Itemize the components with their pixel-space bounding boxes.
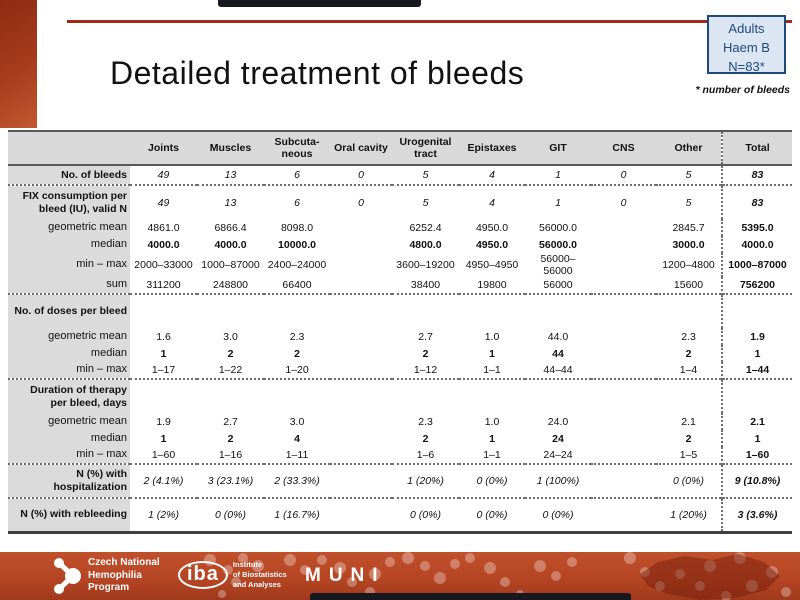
page-title: Detailed treatment of bleeds bbox=[110, 55, 525, 91]
table-cell: 1000–87000 bbox=[722, 253, 792, 277]
table-cell bbox=[591, 413, 656, 430]
table-cell bbox=[722, 294, 792, 328]
table-cell bbox=[330, 430, 392, 447]
column-header bbox=[8, 131, 130, 165]
badge-line-count: N=83* bbox=[728, 58, 765, 74]
table-cell bbox=[130, 379, 197, 413]
column-header: Subcuta- neous bbox=[264, 131, 330, 165]
table-cell: 2000–33000 bbox=[130, 253, 197, 277]
badge-line-diagnosis: Haem B bbox=[723, 39, 770, 55]
table-cell: 2845.7 bbox=[656, 219, 722, 236]
table-cell: 1 bbox=[722, 430, 792, 447]
table-row bbox=[8, 464, 792, 498]
table-cell: 2 (33.3%) bbox=[264, 464, 330, 498]
table-row bbox=[8, 277, 792, 294]
table-cell: 4950–4950 bbox=[459, 253, 525, 277]
column-header: Total bbox=[722, 131, 792, 165]
cnhp-label-line: Hemophilia bbox=[88, 569, 142, 581]
table-cell: 49 bbox=[130, 165, 197, 185]
footnote: * number of bleeds bbox=[695, 84, 790, 96]
table-cell: 5 bbox=[656, 185, 722, 219]
table-cell bbox=[330, 328, 392, 345]
table-cell bbox=[392, 294, 459, 328]
table-cell: 0 bbox=[591, 165, 656, 185]
table-cell: 15600 bbox=[656, 277, 722, 294]
table-cell: 38400 bbox=[392, 277, 459, 294]
table-cell: 4000.0 bbox=[722, 236, 792, 253]
table-cell: 1–44 bbox=[722, 362, 792, 379]
row-label: min – max bbox=[8, 447, 130, 464]
table-cell: 4000.0 bbox=[130, 236, 197, 253]
table-row bbox=[8, 447, 792, 464]
table-cell: 1 bbox=[459, 345, 525, 362]
population-badge bbox=[707, 15, 786, 74]
table-row bbox=[8, 498, 792, 532]
row-label: geometric mean bbox=[8, 219, 130, 236]
table-cell: 10000.0 bbox=[264, 236, 330, 253]
table-cell: 44.0 bbox=[525, 328, 591, 345]
table-cell: 6866.4 bbox=[197, 219, 264, 236]
table-cell bbox=[264, 379, 330, 413]
iba-label-line: of Biostatistics bbox=[232, 569, 287, 579]
table-row bbox=[8, 413, 792, 430]
title-rule-line bbox=[67, 20, 792, 23]
table-cell: 4950.0 bbox=[459, 219, 525, 236]
table-cell: 3000.0 bbox=[656, 236, 722, 253]
table-cell bbox=[459, 379, 525, 413]
table-cell: 2 (4.1%) bbox=[130, 464, 197, 498]
table-cell: 66400 bbox=[264, 277, 330, 294]
table-cell: 2.3 bbox=[392, 413, 459, 430]
column-header: Other bbox=[656, 131, 722, 165]
table-cell: 13 bbox=[197, 165, 264, 185]
column-header: GIT bbox=[525, 131, 591, 165]
table-cell: 1 bbox=[459, 430, 525, 447]
table-cell: 4861.0 bbox=[130, 219, 197, 236]
table-cell: 2 bbox=[392, 430, 459, 447]
table-row bbox=[8, 185, 792, 219]
column-header: Oral cavity bbox=[330, 131, 392, 165]
sidebar-accent-block bbox=[0, 0, 37, 128]
row-label: FIX consumption per bleed (IU), valid N bbox=[8, 185, 130, 219]
table-cell: 1 (2%) bbox=[130, 498, 197, 532]
bleeds-treatment-table bbox=[8, 130, 792, 534]
table-cell: 2.1 bbox=[656, 413, 722, 430]
table-row bbox=[8, 165, 792, 185]
table-cell: 248800 bbox=[197, 277, 264, 294]
column-header: Urogenital tract bbox=[392, 131, 459, 165]
table-cell: 3600–19200 bbox=[392, 253, 459, 277]
table-cell bbox=[330, 413, 392, 430]
row-label: min – max bbox=[8, 253, 130, 277]
table-cell: 56000–56000 bbox=[525, 253, 591, 277]
table-cell: 2 bbox=[392, 345, 459, 362]
table-cell: 2 bbox=[197, 430, 264, 447]
table-cell: 1–16 bbox=[197, 447, 264, 464]
table-cell bbox=[591, 294, 656, 328]
table-cell: 8098.0 bbox=[264, 219, 330, 236]
table-cell bbox=[330, 219, 392, 236]
table-cell bbox=[591, 236, 656, 253]
row-label: No. of bleeds bbox=[8, 165, 130, 185]
iba-logo bbox=[178, 560, 287, 589]
column-header: Muscles bbox=[197, 131, 264, 165]
table-cell: 19800 bbox=[459, 277, 525, 294]
table-cell: 5395.0 bbox=[722, 219, 792, 236]
table-cell: 1–1 bbox=[459, 447, 525, 464]
table-cell: 1–22 bbox=[197, 362, 264, 379]
table-cell: 1000–87000 bbox=[197, 253, 264, 277]
row-label: geometric mean bbox=[8, 413, 130, 430]
table-cell bbox=[591, 362, 656, 379]
table-cell: 1–1 bbox=[459, 362, 525, 379]
table-cell: 1–4 bbox=[656, 362, 722, 379]
molecule-icon bbox=[52, 555, 82, 597]
table-cell bbox=[591, 219, 656, 236]
table-cell: 1 (16.7%) bbox=[264, 498, 330, 532]
table-cell bbox=[656, 379, 722, 413]
table-header bbox=[8, 131, 792, 165]
table-cell: 0 (0%) bbox=[459, 464, 525, 498]
table-cell: 56000 bbox=[525, 277, 591, 294]
table-cell: 5 bbox=[392, 185, 459, 219]
table-cell: 24–24 bbox=[525, 447, 591, 464]
table-cell: 49 bbox=[130, 185, 197, 219]
table-cell bbox=[392, 379, 459, 413]
badge-line-population: Adults bbox=[728, 21, 765, 36]
table-cell bbox=[525, 294, 591, 328]
table-cell: 3 (3.6%) bbox=[722, 498, 792, 532]
table-cell: 4 bbox=[459, 185, 525, 219]
table-cell: 3.0 bbox=[197, 328, 264, 345]
table-cell: 4000.0 bbox=[197, 236, 264, 253]
table-cell: 2400–24000 bbox=[264, 253, 330, 277]
table-cell: 1.0 bbox=[459, 328, 525, 345]
table-cell: 1 bbox=[130, 430, 197, 447]
iba-icon: iba bbox=[178, 561, 228, 589]
table-cell bbox=[330, 362, 392, 379]
table-cell bbox=[130, 294, 197, 328]
table-cell: 4 bbox=[459, 165, 525, 185]
table-cell: 0 bbox=[591, 185, 656, 219]
table-cell bbox=[525, 379, 591, 413]
row-label: N (%) with rebleeding bbox=[8, 498, 130, 532]
table-cell: 1–20 bbox=[264, 362, 330, 379]
table-cell: 2.7 bbox=[392, 328, 459, 345]
table-cell: 756200 bbox=[722, 277, 792, 294]
table-cell bbox=[459, 294, 525, 328]
row-label: min – max bbox=[8, 362, 130, 379]
muni-logo: MUNI bbox=[305, 565, 386, 586]
table-cell: 0 (0%) bbox=[392, 498, 459, 532]
table-cell bbox=[330, 236, 392, 253]
table-cell: 2.7 bbox=[197, 413, 264, 430]
table-cell bbox=[330, 464, 392, 498]
iba-label-line: Institute bbox=[232, 560, 263, 569]
column-header: Epistaxes bbox=[459, 131, 525, 165]
cnhp-logo bbox=[52, 555, 160, 597]
table-cell bbox=[197, 379, 264, 413]
table-cell: 1.0 bbox=[459, 413, 525, 430]
table-cell: 1–60 bbox=[130, 447, 197, 464]
table-cell bbox=[330, 294, 392, 328]
table-cell: 56000.0 bbox=[525, 219, 591, 236]
iba-label-line: and Analyses bbox=[232, 579, 281, 589]
table-cell: 1 (100%) bbox=[525, 464, 591, 498]
row-label: Duration of therapy per bleed, days bbox=[8, 379, 130, 413]
row-label: N (%) with hospitalization bbox=[8, 464, 130, 498]
table-cell: 44–44 bbox=[525, 362, 591, 379]
table-cell: 1–12 bbox=[392, 362, 459, 379]
table-cell bbox=[591, 498, 656, 532]
table-cell: 1200–4800 bbox=[656, 253, 722, 277]
table-cell: 13 bbox=[197, 185, 264, 219]
table-cell: 6 bbox=[264, 165, 330, 185]
row-label: sum bbox=[8, 277, 130, 294]
table-cell: 0 bbox=[330, 185, 392, 219]
table-cell bbox=[264, 294, 330, 328]
row-label: No. of doses per bleed bbox=[8, 294, 130, 328]
table-cell: 24.0 bbox=[525, 413, 591, 430]
table-cell bbox=[591, 277, 656, 294]
table-cell: 2.3 bbox=[656, 328, 722, 345]
table-row bbox=[8, 379, 792, 413]
table-cell bbox=[656, 294, 722, 328]
table-cell: 1 (20%) bbox=[656, 498, 722, 532]
table-cell: 1–11 bbox=[264, 447, 330, 464]
table-cell: 311200 bbox=[130, 277, 197, 294]
row-label: median bbox=[8, 236, 130, 253]
table-cell bbox=[591, 379, 656, 413]
table-cell bbox=[330, 447, 392, 464]
table-cell bbox=[330, 277, 392, 294]
table-cell: 5 bbox=[392, 165, 459, 185]
table-cell: 2 bbox=[264, 345, 330, 362]
table-cell: 1–5 bbox=[656, 447, 722, 464]
table-cell: 9 (10.8%) bbox=[722, 464, 792, 498]
table-cell: 1 bbox=[525, 165, 591, 185]
table-cell: 6252.4 bbox=[392, 219, 459, 236]
table-cell: 1 (20%) bbox=[392, 464, 459, 498]
table-cell: 5 bbox=[656, 165, 722, 185]
table-cell: 3 (23.1%) bbox=[197, 464, 264, 498]
cnhp-label-line: Program bbox=[88, 582, 130, 594]
table-cell bbox=[330, 498, 392, 532]
table-row bbox=[8, 219, 792, 236]
table-cell bbox=[591, 430, 656, 447]
table-cell bbox=[330, 345, 392, 362]
table-cell: 1–17 bbox=[130, 362, 197, 379]
table-row bbox=[8, 328, 792, 345]
table-cell: 1–6 bbox=[392, 447, 459, 464]
table-cell: 4 bbox=[264, 430, 330, 447]
table-cell: 6 bbox=[264, 185, 330, 219]
table-cell: 3.0 bbox=[264, 413, 330, 430]
table-cell: 1 bbox=[130, 345, 197, 362]
table-row bbox=[8, 345, 792, 362]
table-cell: 24 bbox=[525, 430, 591, 447]
table-cell: 1.9 bbox=[130, 413, 197, 430]
table-row bbox=[8, 430, 792, 447]
table-cell: 2 bbox=[197, 345, 264, 362]
table-cell: 4950.0 bbox=[459, 236, 525, 253]
row-label: median bbox=[8, 430, 130, 447]
table-cell: 2.3 bbox=[264, 328, 330, 345]
table-cell: 0 (0%) bbox=[525, 498, 591, 532]
row-label: geometric mean bbox=[8, 328, 130, 345]
table-cell: 0 (0%) bbox=[459, 498, 525, 532]
column-header: Joints bbox=[130, 131, 197, 165]
table-cell: 2 bbox=[656, 345, 722, 362]
table-cell: 83 bbox=[722, 185, 792, 219]
table-cell: 83 bbox=[722, 165, 792, 185]
table-cell: 4800.0 bbox=[392, 236, 459, 253]
table-cell: 0 bbox=[330, 165, 392, 185]
table-cell: 1 bbox=[525, 185, 591, 219]
table-cell: 44 bbox=[525, 345, 591, 362]
table-cell bbox=[330, 253, 392, 277]
table-row bbox=[8, 294, 792, 328]
table-cell bbox=[591, 464, 656, 498]
table-cell: 56000.0 bbox=[525, 236, 591, 253]
table-cell: 1 bbox=[722, 345, 792, 362]
row-label: median bbox=[8, 345, 130, 362]
table-row bbox=[8, 253, 792, 277]
table-cell: 1.6 bbox=[130, 328, 197, 345]
table-row bbox=[8, 362, 792, 379]
table-cell bbox=[591, 328, 656, 345]
table-cell: 2.1 bbox=[722, 413, 792, 430]
cnhp-label-line: Czech National bbox=[88, 557, 160, 569]
table-cell: 1–60 bbox=[722, 447, 792, 464]
table-cell bbox=[591, 447, 656, 464]
table-cell bbox=[197, 294, 264, 328]
table-row bbox=[8, 236, 792, 253]
czech-map-silhouette bbox=[640, 554, 780, 600]
table-cell: 0 (0%) bbox=[197, 498, 264, 532]
table-cell bbox=[591, 345, 656, 362]
table-cell bbox=[330, 379, 392, 413]
column-header: CNS bbox=[591, 131, 656, 165]
top-edge-bar bbox=[218, 0, 421, 7]
table-cell: 2 bbox=[656, 430, 722, 447]
table-cell: 1.9 bbox=[722, 328, 792, 345]
table-cell bbox=[722, 379, 792, 413]
table-cell bbox=[591, 253, 656, 277]
bottom-edge-bar bbox=[310, 593, 631, 600]
table-cell: 0 (0%) bbox=[656, 464, 722, 498]
